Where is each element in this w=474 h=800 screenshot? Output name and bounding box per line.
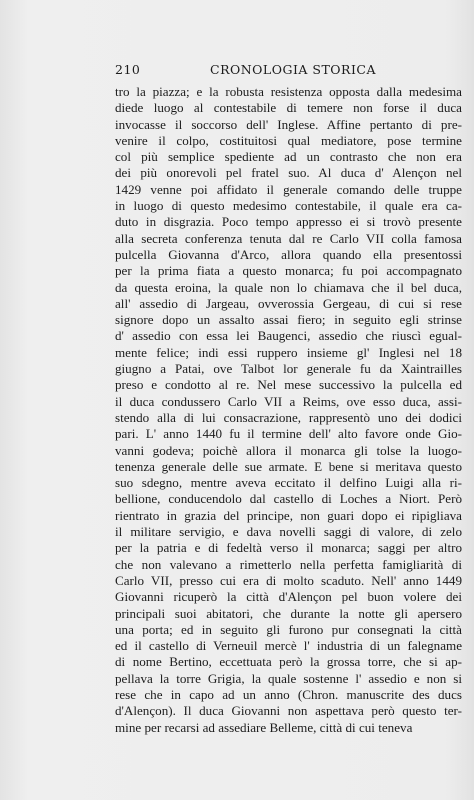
text-line: duto in disgrazia. Poco tempo appresso ei si trovò presente: [115, 214, 462, 230]
text-line: venire il colpo, costituitosi qual mediatore, pose termine: [115, 132, 462, 148]
text-line: vanni godeva; poichè allora il monarca gli tolse la luogo-: [115, 442, 462, 458]
text-line: mine per recarsi ad assediare Belleme, città di cui teneva: [115, 719, 413, 735]
text-line: per la prima fiata a questo monarca; fu poi accompagnato: [115, 263, 462, 279]
text-line: col più semplice spediente ad un contrasto che non era: [115, 149, 462, 165]
text-line: mente felice; indi essi ruppero insieme gl' Inglesi nel 18: [115, 344, 462, 360]
text-line: d'Alençon). Il duca Giovanni non aspettava però questo ter-: [115, 703, 462, 719]
text-line: alla secreta conferenza tenuta dal re Carlo VII colla famosa: [115, 230, 462, 246]
text-line: giugno a Patai, ove Talbot lor generale fu da Xaintrailles: [115, 361, 462, 377]
text-line: pellava la torre Grigia, la quale sostenne l' assedio e non si: [115, 670, 462, 686]
text-line: diede luogo al contestabile di temere non forse il duca: [115, 100, 462, 116]
text-line: bellione, conducendolo dal castello di Loches a Niort. Però: [115, 491, 462, 507]
text-line: Giovanni ricuperò la città d'Alençon pel buon volere dei: [115, 589, 462, 605]
text-line: di nome Bertino, eccettuata però la grossa torre, che si ap-: [115, 654, 462, 670]
text-line: d' assedio con essa lei Baugenci, assedio che riuscì egual-: [115, 328, 462, 344]
running-title: CRONOLOGIA STORICA: [210, 62, 376, 77]
text-line: stendo alla di lui consacrazione, rappresentò uno dei dodici: [115, 409, 462, 425]
text-line: dei più onorevoli pel fratel suo. Al duca d' Alençon nel: [115, 165, 462, 181]
text-line: pari. L' anno 1440 fu il termine dell' alto favore onde Gio-: [115, 426, 462, 442]
text-line: Carlo VII, presso cui era di molto scaduto. Nell' anno 1449: [115, 572, 462, 588]
body-text: [115, 84, 462, 736]
text-line: 1429 venne poi affidato il generale comando delle truppe: [115, 181, 462, 197]
text-line: preso e condotto al re. Nel mese successivo la pulcella ed: [115, 377, 462, 393]
text-line: rese che in capo ad un anno (Chron. manuscrite des ducs: [115, 686, 462, 702]
text-line: signore dopo un assalto assai fiero; in seguito egli strinse: [115, 312, 462, 328]
text-line: che non valevano a rimetterlo nella perfetta famigliarità di: [115, 556, 462, 572]
text-line: invocasse il soccorso dell' Inglese. Affine pertanto di pre-: [115, 116, 462, 132]
text-line: in luogo di questo medesimo contestabile, il quale era ca-: [115, 198, 462, 214]
text-line: da questa eroina, la quale non lo chiamava che il bel duca,: [115, 279, 462, 295]
text-line: all' assedio di Jargeau, ovverossia Gergeau, di cui si rese: [115, 295, 462, 311]
text-line: tro la piazza; e la robusta resistenza opposta dalla medesima: [115, 84, 462, 99]
text-line: principali suoi abitatori, che durante la notte gli apersero: [115, 605, 462, 621]
text-line: per la patria e di fedeltà verso il monarca; saggi per altro: [115, 540, 462, 556]
text-line: il militare servigio, e dava novelli saggi di valore, di zelo: [115, 524, 462, 540]
text-line: rientrato in grazia del principe, non guari dopo ei ripigliava: [115, 507, 462, 523]
text-line: una porta; ed in seguito gli furono pur consegnati la città: [115, 621, 462, 637]
text-line: pulcella Giovanna d'Arco, allora quando ella presentossi: [115, 246, 462, 262]
page-number: 210: [115, 62, 141, 77]
text-line: il duca condussero Carlo VII a Reims, ove esso duca, assi-: [115, 393, 462, 409]
text-line: tenenza generale delle sue armate. E bene si meritava questo: [115, 458, 462, 474]
text-line: ed il castello di Verneuil mercè l' industria di un falegname: [115, 638, 462, 654]
text-line: suo sdegno, mentre aveva eccitato il delfino Luigi alla ri-: [115, 475, 462, 491]
